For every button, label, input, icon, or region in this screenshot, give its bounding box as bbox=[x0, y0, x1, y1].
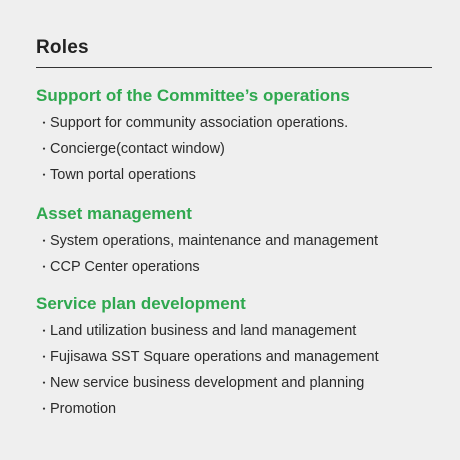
list-item-label: New service business development and planning bbox=[50, 375, 365, 391]
role-list bbox=[36, 318, 432, 422]
bullet-dot-icon: ・ bbox=[38, 402, 51, 416]
list-item bbox=[36, 162, 432, 188]
list-item-label: Promotion bbox=[50, 401, 117, 417]
bullet-dot-icon: ・ bbox=[38, 324, 51, 338]
list-item bbox=[36, 318, 432, 344]
section-title: Asset management bbox=[36, 204, 192, 223]
list-item-label: Land utilization business and land management bbox=[50, 323, 357, 339]
bullet-dot-icon: ・ bbox=[38, 142, 51, 156]
section-committee-support bbox=[36, 84, 432, 188]
section-asset-management bbox=[36, 202, 432, 280]
role-list bbox=[36, 110, 432, 188]
list-item-label: System operations, maintenance and management bbox=[50, 233, 379, 249]
list-item bbox=[36, 254, 432, 280]
list-item bbox=[36, 370, 432, 396]
section-title: Service plan development bbox=[36, 294, 246, 313]
list-item-label: Town portal operations bbox=[50, 167, 196, 183]
list-item-label: Fujisawa SST Square operations and management bbox=[50, 349, 379, 365]
bullet-dot-icon: ・ bbox=[38, 116, 51, 130]
bullet-dot-icon: ・ bbox=[38, 260, 51, 274]
bullet-dot-icon: ・ bbox=[38, 350, 51, 364]
list-item bbox=[36, 344, 432, 370]
list-item-label: CCP Center operations bbox=[50, 259, 200, 275]
bullet-dot-icon: ・ bbox=[38, 234, 51, 248]
list-item-label: Support for community association operations. bbox=[50, 115, 349, 131]
bullet-dot-icon: ・ bbox=[38, 168, 51, 182]
bullet-dot-icon: ・ bbox=[38, 376, 51, 390]
list-item bbox=[36, 110, 432, 136]
page-title: Roles bbox=[36, 34, 432, 68]
section-title: Support of the Committee’s operations bbox=[36, 86, 350, 105]
role-list bbox=[36, 228, 432, 280]
roles-panel bbox=[36, 34, 432, 422]
list-item bbox=[36, 136, 432, 162]
section-service-plan bbox=[36, 292, 432, 422]
list-item bbox=[36, 228, 432, 254]
list-item bbox=[36, 396, 432, 422]
list-item-label: Concierge(contact window) bbox=[50, 141, 225, 157]
